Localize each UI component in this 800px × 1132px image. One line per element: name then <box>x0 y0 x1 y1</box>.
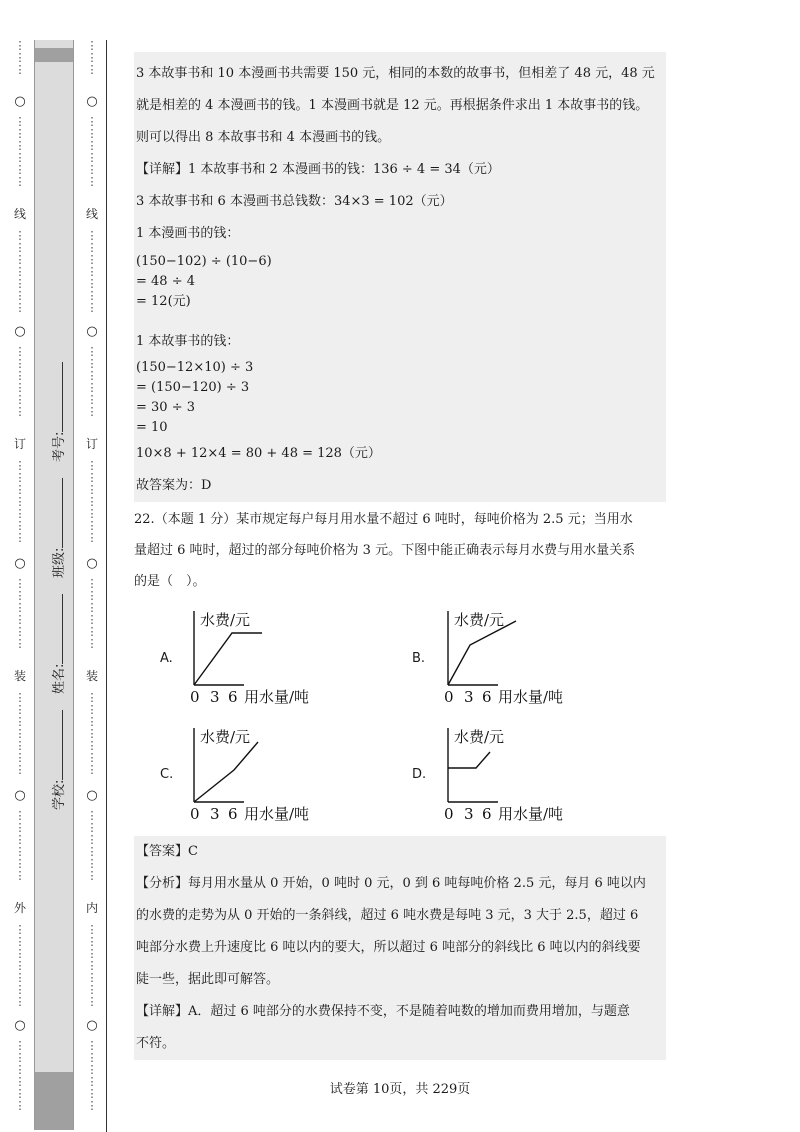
circle-mark: ○ <box>86 94 98 109</box>
analysis-line: 则可以得出 8 本故事书和 4 本漫画书的钱。 <box>136 130 391 145</box>
x-tick-label: 0 <box>444 805 454 823</box>
school-label: 学校: <box>52 779 67 810</box>
dots: ⋮ ⋮ ⋮ ⋮ ⋮ ⋮ <box>86 809 98 882</box>
x-axis-label: 用水量/吨 <box>244 688 310 706</box>
cost-line <box>194 633 262 685</box>
math-step: (150−102) ÷ (10−6) <box>136 254 272 269</box>
dots: ⋮ ⋮ ⋮ ⋮ ⋮ ⋮ ⋮ <box>14 229 26 314</box>
name-field[interactable] <box>48 594 67 694</box>
question-text: （本题 1 分）某市规定每户每月用水量不超过 6 吨时，每吨价格为 2.5 元；当用水 <box>154 512 633 527</box>
detail-tag: 【详解】 <box>136 162 189 177</box>
circle-mark: ○ <box>14 1018 26 1033</box>
exam-no-field[interactable] <box>48 362 67 462</box>
answer-tag-line: 【答案】C <box>136 844 198 859</box>
option-a-label[interactable]: A. <box>160 651 173 666</box>
math-step: = 10 <box>136 420 168 435</box>
question-line: 量超过 6 吨时，超过的部分每吨价格为 3 元。下图中能正确表示每月水费与用水量关系 <box>134 543 636 558</box>
circle-mark: ○ <box>14 556 26 571</box>
graph-option-b[interactable] <box>440 605 600 705</box>
y-axis-label: 水费/元 <box>454 611 505 629</box>
y-axis-label: 水费/元 <box>454 728 505 746</box>
x-tick-label: 0 <box>444 688 454 706</box>
analysis-line: 吨部分水费上升速度比 6 吨以内的要大，所以超过 6 吨部分的斜线比 6 吨以内的斜线要 <box>136 940 641 955</box>
cost-line <box>448 752 490 768</box>
x-tick-label: 3 <box>464 805 474 823</box>
dots: ⋮ ⋮ ⋮ ⋮ ⋮ ⋮ ⋮ <box>86 229 98 314</box>
page-content <box>134 52 666 597</box>
binding-word-wai: 外 <box>13 901 26 915</box>
x-axis-label: 用水量/吨 <box>498 688 564 706</box>
prev-solution <box>134 52 666 502</box>
dots: ⋮ ⋮ ⋮ ⋮ ⋮ ⋮ <box>14 115 26 188</box>
circle-mark: ○ <box>86 324 98 339</box>
circle-mark: ○ <box>86 556 98 571</box>
class-field[interactable] <box>48 478 67 578</box>
binding-word-nei: 内 <box>85 901 98 915</box>
outer-binding-column <box>12 40 28 1130</box>
math-step: = 12(元) <box>136 294 191 309</box>
cost-line <box>194 742 258 802</box>
x-tick-label: 3 <box>210 805 220 823</box>
question-line: 的是（ ）。 <box>134 574 206 589</box>
dots: ⋮ ⋮ ⋮ ⋮ ⋮ ⋮ ⋮ <box>14 691 26 776</box>
math-step: (150−12×10) ÷ 3 <box>136 360 254 375</box>
name-blank[interactable] <box>51 594 63 664</box>
detail-line: 【详解】A．超过 6 吨部分的水费保持不变，不是随着吨数的增加而费用增加，与题意 <box>136 1004 630 1019</box>
x-tick-label: 0 <box>190 805 200 823</box>
math-step: = 30 ÷ 3 <box>136 400 195 415</box>
dots: ⋮ ⋮ ⋮ ⋮ ⋮ ⋮ <box>14 809 26 882</box>
circle-mark: ○ <box>86 1018 98 1033</box>
comic-price-steps <box>136 250 664 326</box>
circle-mark: ○ <box>14 324 26 339</box>
dots: ⋮ ⋮ ⋮ ⋮ ⋮ ⋮ <box>14 345 26 418</box>
x-axis-label: 用水量/吨 <box>498 805 564 823</box>
story-price-title: 1 本故事书的钱： <box>136 334 240 349</box>
analysis-line: 陡一些，据此即可解答。 <box>136 972 280 987</box>
detail-line: 不符。 <box>136 1036 176 1051</box>
dots: ⋮ ⋮ ⋮ ⋮ ⋮ ⋮ ⋮ <box>86 923 98 1008</box>
class-blank[interactable] <box>51 478 63 548</box>
total-line: 10×8 + 12×4 = 80 + 48 = 128（元） <box>136 446 381 461</box>
analysis-line: 的水费的走势为从 0 开始的一条斜线，超过 6 吨水费是每吨 3 元，3 大于 2.5，超过 6 <box>136 908 639 923</box>
binding-rule <box>106 40 107 1132</box>
x-tick-label: 0 <box>190 688 200 706</box>
math-step: = 48 ÷ 4 <box>136 274 195 289</box>
dots: ⋮ ⋮ ⋮ ⋮ ⋮ ⋮ ⋮ <box>14 459 26 544</box>
y-axis-label: 水费/元 <box>200 728 251 746</box>
story-price-steps <box>136 358 664 438</box>
question-number: 22. <box>134 512 155 527</box>
x-tick-label: 3 <box>464 688 474 706</box>
binding-word-zhuang: 装 <box>85 669 98 683</box>
x-tick-label: 6 <box>482 688 492 706</box>
circle-mark: ○ <box>86 788 98 803</box>
dots: ⋮ ⋮ ⋮ ⋮ ⋮ ⋮ <box>14 577 26 650</box>
school-field[interactable] <box>48 710 67 810</box>
binding-word-xian: 线 <box>13 207 26 221</box>
binding-word-xian: 线 <box>85 207 98 221</box>
dots: ⋮ ⋮ ⋮ ⋮ ⋮ ⋮ ⋮ <box>86 691 98 776</box>
exam-no-label: 考号: <box>52 431 67 462</box>
x-tick-label: 3 <box>210 688 220 706</box>
dots: ⋮ ⋮ ⋮ ⋮ ⋮ ⋮ <box>14 1039 26 1112</box>
student-info-strip <box>34 40 74 1130</box>
x-axis-label: 用水量/吨 <box>244 805 310 823</box>
analysis-line: 就是相差的 4 本漫画书的钱。1 本漫画书就是 12 元。再根据条件求出 1 本故事书的钱。 <box>136 98 649 113</box>
page-footer: 试卷第 10页，共 229页 <box>329 1082 471 1097</box>
x-tick-label: 6 <box>228 805 238 823</box>
dots: ⋮ ⋮ ⋮ ⋮ ⋮ ⋮ <box>86 1039 98 1112</box>
detail-text: 1 本故事书和 2 本漫画书的钱：136 ÷ 4 = 34（元） <box>188 162 500 177</box>
option-d-label[interactable]: D. <box>412 767 427 782</box>
class-label: 班级: <box>52 547 67 578</box>
binding-word-ding: 订 <box>13 437 26 451</box>
question-line <box>134 504 666 535</box>
step-102-line: 3 本故事书和 6 本漫画书总钱数：34×3 = 102（元） <box>136 194 453 209</box>
option-c-label[interactable]: C. <box>160 767 174 782</box>
analysis-line: 3 本故事书和 10 本漫画书共需要 150 元，相同的本数的故事书，但相差了 48 元，48 元 <box>136 66 655 81</box>
answer-line: 故答案为：D <box>136 478 212 493</box>
comic-price-title: 1 本漫画书的钱： <box>136 226 240 241</box>
x-tick-label: 6 <box>482 805 492 823</box>
analysis-line: 【分析】每月用水量从 0 开始，0 吨时 0 元，0 到 6 吨每吨价格 2.5 元，每月 6 吨以内 <box>136 876 646 891</box>
strip-dark-band <box>35 48 73 62</box>
detail-first-line <box>136 154 664 186</box>
circle-mark: ○ <box>14 788 26 803</box>
solution-block <box>134 836 666 1060</box>
circle-mark: ○ <box>14 94 26 109</box>
dots: ⋮ ⋮ ⋮ ⋮ ⋮ ⋮ <box>86 345 98 418</box>
y-axis-label: 水费/元 <box>200 611 251 629</box>
question-22 <box>134 502 666 597</box>
math-step: = (150−120) ÷ 3 <box>136 380 250 395</box>
cost-line <box>448 621 516 685</box>
option-b-label[interactable]: B. <box>412 651 426 666</box>
inner-binding-column <box>84 40 100 1130</box>
exam-no-blank[interactable] <box>51 362 63 432</box>
school-blank[interactable] <box>51 710 63 780</box>
graph-option-c[interactable] <box>186 722 346 822</box>
dots: ⋮ ⋮ ⋮ <box>86 39 98 76</box>
binding-word-ding: 订 <box>85 437 98 451</box>
dots: ⋮ ⋮ ⋮ ⋮ ⋮ ⋮ <box>86 115 98 188</box>
dots: ⋮ ⋮ ⋮ ⋮ ⋮ ⋮ ⋮ <box>14 923 26 1008</box>
dots: ⋮ ⋮ ⋮ <box>14 39 26 76</box>
graph-option-a[interactable] <box>186 605 346 705</box>
dots: ⋮ ⋮ ⋮ ⋮ ⋮ ⋮ <box>86 577 98 650</box>
graph-option-d[interactable] <box>440 722 600 822</box>
binding-word-zhuang: 装 <box>13 669 26 683</box>
x-tick-label: 6 <box>228 688 238 706</box>
dots: ⋮ ⋮ ⋮ ⋮ ⋮ ⋮ ⋮ <box>86 459 98 544</box>
name-label: 姓名: <box>52 663 67 694</box>
